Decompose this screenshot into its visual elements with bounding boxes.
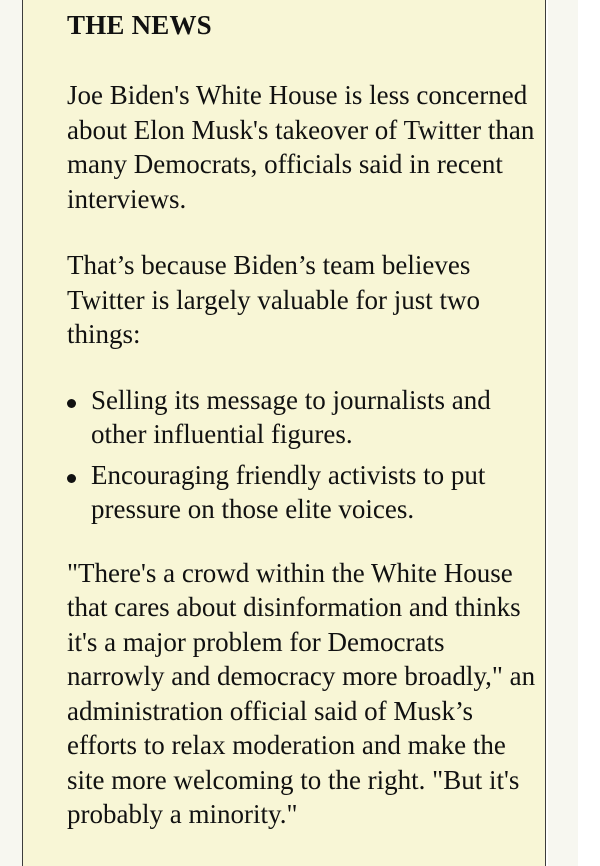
bullet-dot-icon [67, 399, 76, 408]
left-margin [0, 0, 22, 866]
bullet-list [67, 383, 537, 527]
section-heading: THE NEWS [67, 10, 212, 40]
bullet-dot-icon [67, 474, 76, 483]
paragraph-reason: That’s because Biden’s team believes Twitter is largely valuable for just two things: [67, 250, 481, 349]
article-content [67, 0, 537, 832]
list-item [67, 458, 537, 527]
list-item-text: Encouraging friendly activists to put pressure on those elite voices. [91, 459, 486, 524]
list-item-text: Selling its message to journalists and other influential figures. [91, 384, 491, 449]
paragraph-quote: "There's a crowd within the White House that cares about disinformation and thinks it's a major problem for Democrats narrowly and democracy more broadly," an administration official said of Musk’s efforts to relax moderation and make the site more welcoming to the right. "But it's probably a minority." [67, 557, 536, 829]
article-panel [22, 0, 546, 866]
list-item [67, 383, 537, 452]
right-margin [548, 0, 578, 866]
paragraph-intro: Joe Biden's White House is less concerned about Elon Musk's takeover of Twitter than many Democrats, officials said in recent interviews. [67, 80, 535, 214]
